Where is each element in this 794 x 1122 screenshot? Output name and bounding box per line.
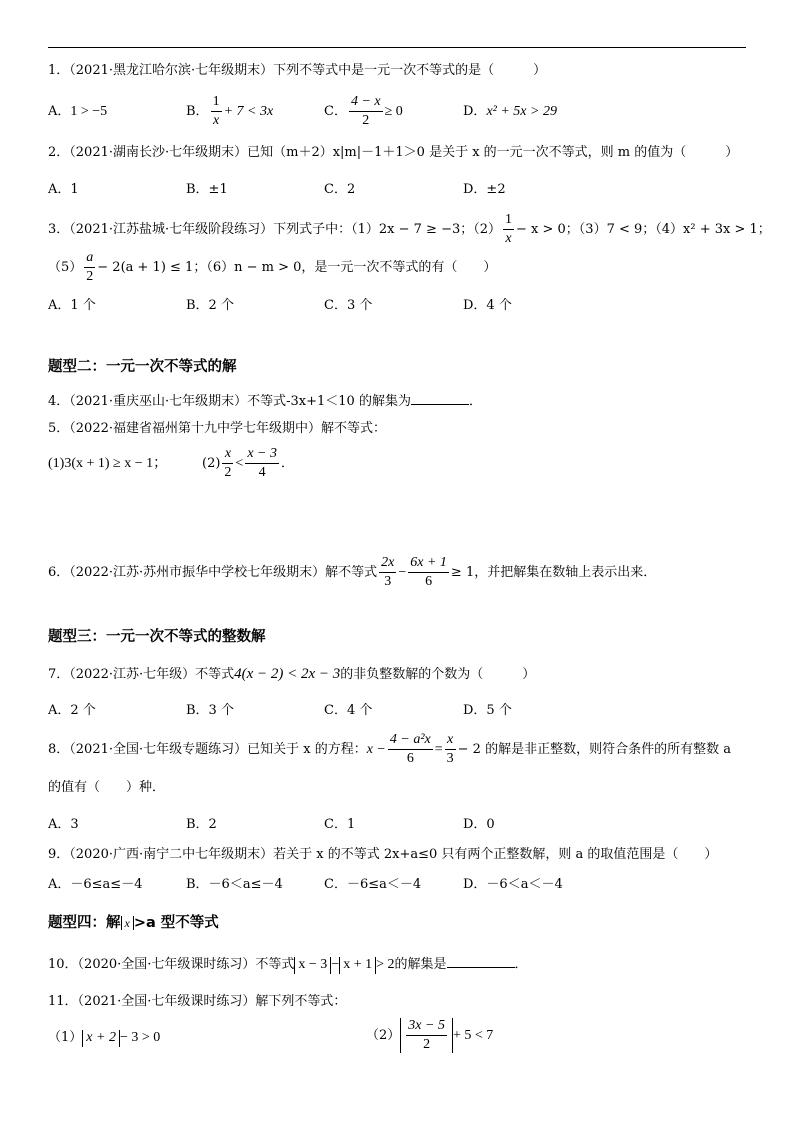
q5-frac1-num: x [222, 446, 233, 464]
q2-option-d[interactable]: D．±2 [463, 182, 506, 197]
q1-c-tail: ≥ 0 [384, 104, 403, 120]
q5-frac2-den: 4 [258, 465, 266, 481]
question-4-stem [48, 394, 482, 408]
question-2-stem: 2．（2021·湖南长沙·七年级期末）已知（m＋2）x|m|－1＋1＞0 是关于 x 的一元一次不等式，则 m 的值为（ ） [48, 145, 739, 160]
q3-option-b[interactable]: B．2 个 [186, 298, 234, 313]
q3-frac-num: 1 [503, 212, 514, 230]
q1-c-den: 2 [362, 113, 370, 129]
q8-stem-part-a: 8．（2021·全国·七年级专题练习）已知关于 x 的方程： [48, 742, 367, 758]
q3-stem-part-b: − x > 0；（3）7 < 9；（4）x² + 3x > 1； [516, 222, 771, 238]
q11-part-2 [366, 1018, 493, 1053]
q8-option-c[interactable]: C．1 [324, 817, 356, 832]
q6-stem-part-a: 6．（2022·江苏·苏州市振华中学校七年级期末）解不等式 [48, 565, 378, 581]
q1-b-den: x [212, 113, 220, 129]
question-3-stem [48, 212, 771, 247]
q3-option-a[interactable]: A．1 个 [48, 298, 96, 313]
q6-frac2-num: 6x + 1 [408, 555, 449, 573]
q5-frac2-num: x − 3 [245, 446, 279, 464]
question-10-stem [48, 957, 528, 974]
q7-option-b[interactable]: B．3 个 [186, 703, 234, 718]
q10-abs-2: x + 1 [339, 957, 376, 974]
q5-part-2-label: (2) [202, 456, 221, 472]
q8-frac1-den: 6 [406, 751, 414, 767]
q11-part-1 [48, 1030, 160, 1047]
q3-line2-part-b: − 2(a + 1) ≤ 1；（6）n − m > 0，是一元一次不等式的有（ ） [97, 260, 497, 276]
section-title-3: 题型三：一元一次不等式的整数解 [48, 629, 266, 645]
q1-option-a[interactable] [48, 105, 107, 119]
q11-frac-den: 2 [423, 1037, 431, 1053]
answer-blank[interactable] [447, 957, 515, 968]
question-9-stem: 9．（2020·广西·南宁二中七年级期末）若关于 x 的不等式 2x+a≤0 只有两个正整数解，则 a 的取值范围是（ ） [48, 847, 718, 862]
q11-part-1-abs: x + 2 [82, 1030, 120, 1047]
q9-option-d[interactable]: D．－6＜a＜－4 [463, 877, 563, 892]
section-title-2: 题型二：一元一次不等式的解 [48, 359, 237, 375]
section-4-abs-x: x [121, 916, 134, 930]
section-4-part-a: 题型四：解 [48, 915, 121, 931]
q2-option-c[interactable]: C．2 [324, 182, 356, 197]
q6-minus: − [398, 565, 407, 581]
q6-frac1-den: 3 [384, 574, 392, 590]
question-11-stem: 11．（2021·全国·七年级课时练习）解下列不等式： [48, 994, 347, 1009]
q3-frac-den: x [505, 231, 512, 247]
question-5-stem: 5．（2022·福建省福州第十九中学七年级期中）解不等式： [48, 421, 386, 436]
q5-frac1-den: 2 [224, 465, 232, 481]
q2-option-a[interactable]: A．1 [48, 182, 79, 197]
header-rule [48, 47, 746, 48]
q10-abs-1: x − 3 [294, 957, 331, 974]
question-3-line2 [48, 250, 496, 285]
q9-option-b[interactable]: B．－6＜a≤－4 [186, 877, 283, 892]
option-label: C． [324, 104, 347, 120]
q3-option-d[interactable]: D．4 个 [463, 298, 512, 313]
q8-frac2-num: x [445, 732, 456, 750]
q10-end: ． [514, 957, 528, 972]
q2-option-b[interactable]: B．±1 [186, 182, 228, 197]
q5-less-than: < [235, 456, 244, 472]
section-title-4 [48, 916, 219, 931]
q8-frac1-num: 4 − a²x [388, 732, 433, 750]
option-label: A． [48, 104, 71, 119]
q7-inequality: 4(x − 2) < 2x − 3 [234, 666, 341, 682]
q10-stem-part-a: 10．（2020·全国·七年级课时练习）不等式 [48, 957, 295, 972]
q3-option-c[interactable]: C．3 个 [324, 298, 373, 313]
answer-blank[interactable] [411, 394, 469, 405]
q5-part-2-end: ． [281, 456, 295, 472]
q8-equals: = [434, 742, 443, 758]
q6-stem-part-b: ≥ 1，并把解集在数轴上表示出来． [450, 565, 657, 581]
q11-frac-num: 3x − 5 [406, 1018, 447, 1036]
q7-stem-part-a: 7．（2022·江苏·七年级）不等式 [48, 667, 235, 682]
q5-part-2 [202, 446, 294, 481]
q8-option-b[interactable]: B．2 [186, 817, 217, 832]
q1-b-num: 1 [211, 94, 222, 112]
q1-option-d[interactable] [463, 105, 557, 119]
q8-x-term: x − [366, 742, 386, 758]
q1-c-num: 4 − x [349, 94, 383, 112]
q5-part-1: (1)3(x + 1) ≥ x − 1； [48, 456, 168, 471]
q7-stem-part-b: 的非负整数解的个数为（ ） [340, 667, 536, 682]
q4-end: ． [468, 394, 482, 409]
q3-frac2-den: 2 [86, 269, 94, 285]
q1-d-expr: x² + 5x > 29 [486, 104, 557, 119]
q11-part-1-label: （1） [48, 1030, 83, 1045]
option-label: B． [186, 104, 209, 120]
q3-frac2-num: a [84, 250, 95, 268]
q3-line2-part-a: （5） [48, 260, 83, 276]
q1-option-b[interactable] [186, 94, 273, 129]
q8-frac2-den: 3 [446, 751, 454, 767]
q10-tail: > 2 [376, 957, 395, 972]
question-7-stem [48, 667, 535, 682]
q11-part-1-tail: − 3 > 0 [119, 1030, 161, 1045]
q11-part-2-tail: + 5 < 7 [452, 1028, 494, 1044]
q4-stem-text: 4．（2021·重庆巫山·七年级期末）不等式-3x+1＜10 的解集为 [48, 394, 411, 409]
q8-option-d[interactable]: D．0 [463, 817, 495, 832]
q8-stem-part-b: − 2 的解是非正整数，则符合条件的所有整数 a [457, 742, 731, 758]
q8-option-a[interactable]: A．3 [48, 817, 79, 832]
q1-option-c[interactable] [324, 94, 403, 129]
q10-minus: − [331, 957, 340, 972]
q7-option-d[interactable]: D．5 个 [463, 703, 512, 718]
q3-stem-part-a: 3．（2021·江苏盐城·七年级阶段练习）下列式子中：（1）2x − 7 ≥ −3；（2） [48, 222, 502, 238]
q6-frac1-num: 2x [379, 555, 396, 573]
q1-b-tail: + 7 < 3x [223, 104, 274, 120]
q10-stem-part-b: 的解集是 [394, 957, 447, 972]
q11-part-2-label: （2） [366, 1028, 401, 1044]
q9-option-a[interactable]: A．－6≤a≤－4 [48, 877, 143, 892]
option-label: D． [463, 104, 487, 119]
q1-a-expr: 1 > −5 [70, 104, 108, 119]
q7-option-c[interactable]: C．4 个 [324, 703, 373, 718]
q9-option-c[interactable]: C．－6≤a＜－4 [324, 877, 422, 892]
question-1-stem: 1．（2021·黑龙江哈尔滨·七年级期末）下列不等式中是一元一次不等式的是（ ） [48, 63, 547, 78]
section-4-part-b: >a 型不等式 [133, 915, 219, 931]
question-8-stem [48, 732, 731, 767]
question-6-stem [48, 555, 656, 590]
q6-frac2-den: 6 [425, 574, 433, 590]
question-8-line2: 的值有（ ）种． [48, 780, 166, 795]
q7-option-a[interactable]: A．2 个 [48, 703, 96, 718]
